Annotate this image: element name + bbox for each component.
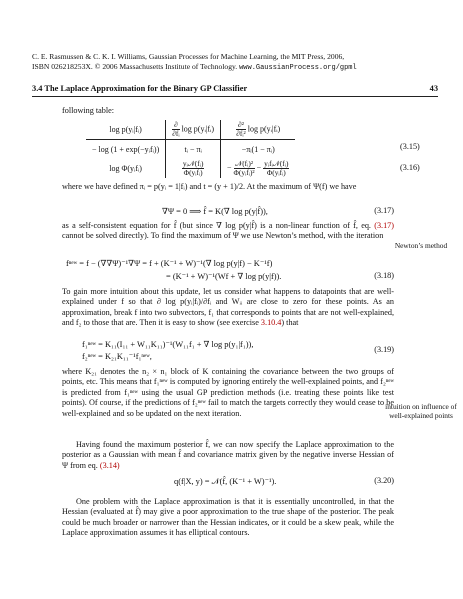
equation-3-18 [62, 258, 422, 284]
copyright-line-2 [32, 62, 442, 74]
equation-number-3-16: (3.16) [400, 163, 420, 172]
derivative-table [86, 120, 295, 178]
running-header [32, 84, 438, 93]
equation-number-3-18: (3.18) [374, 271, 394, 280]
paragraph-posterior: Having found the maximum posterior f̂, we can now specify the Laplace approximation to the posterior as a Gaussian with mean f̂ and covariance matrix given by the negative inverse Hessian of Ψ from eq. (3.14) [62, 440, 394, 470]
margin-note-intuition: intuition on influence of well-explained points [385, 402, 457, 420]
page-number: 43 [429, 84, 438, 93]
table-row-probit [86, 159, 295, 178]
derivative-table-block [86, 120, 426, 178]
logistic-second-derivative: −πᵢ(1 − πᵢ) [221, 140, 296, 160]
paragraph-partition: where K₂₁ denotes the n₂ × n₁ block of K containing the covariance between the two groups of points, etc. This means that f₁ⁿᵉʷ is computed by ignoring entirely the well-explained points, and f₂ⁿᵉʷ is predicted from f₁ⁿᵉʷ using the usual GP prediction methods (i.e. treating these points like test points). Of course, if the predictions of f₂ⁿᵉʷ fail to match the targets correctly they would cease to be well-explained and so be updated on the next iteration. [62, 367, 394, 418]
equation-3-19-line-2: f₂ⁿᵉʷ = K₂₁K₁₁⁻¹f₁ⁿᵉʷ, [82, 352, 152, 361]
equation-3-20-body: q(f|X, y) = 𝒩(f̂, (K⁻¹ + W)⁻¹). [174, 477, 277, 486]
paragraph-maximum: where we have defined πᵢ = p(yᵢ = 1|fᵢ) and t = (y + 1)/2. At the maximum of Ψ(f) we have [62, 182, 357, 191]
paragraph-intuition: To gain more intuition about this update, let us consider what happens to datapoints that are well-explained under f so that ∂ log p(yᵢ|fᵢ)/∂fᵢ and Wᵢᵢ are close to zero for these points. As an approximation, break f into two subvectors, f₁ that corresponds to points that are not well-explained, and f₂ to those that are. Then it is easy to show (see exercise 3.10.4) that [62, 287, 394, 328]
equation-number-3-15: (3.15) [400, 142, 420, 151]
equation-3-17-body: ∇Ψ = 0 ⟹ f̂ = K(∇ log p(y|f̂)), [162, 207, 268, 216]
col2-header: $\frac{\partial}{\text{∂fᵢ}}$ log p(yᵢ|fᵢ) [166, 120, 221, 140]
probit-second-derivative: − $\frac{\text{𝒩(fᵢ)²}}{\text{Φ(yᵢfᵢ)²}}$ − $\frac{\text{yᵢfᵢ𝒩(fᵢ)}}{\text{Φ(yᵢfᵢ)}}$ [221, 159, 296, 178]
margin-note-newton: Newton’s method [394, 241, 448, 250]
copyright-isbn: ISBN 026218253X. © 2006 Massachusetts Institute of Technology. [32, 61, 240, 71]
section-title: 3.4 The Laplace Approximation for the Binary GP Classifier [32, 84, 248, 93]
col3-header: $\frac{\text{∂²}}{\text{∂fᵢ²}}$ log p(yᵢ|fᵢ) [221, 120, 296, 140]
paragraph-newton: as a self-consistent equation for f̂ (but since ∇ log p(y|f̂) is a non-linear function of f̂, eq. (3.17) cannot be solved directly). To find the maximum of Ψ we use Newton’s method, with the iteration [62, 221, 394, 241]
logistic-loglik: − log (1 + exp(−yᵢfᵢ)) [92, 145, 160, 154]
probit-first-derivative: $\frac{\text{yᵢ𝒩(fᵢ)}}{\text{Φ(yᵢfᵢ)}}$ [166, 159, 221, 178]
probit-loglik: log Φ(yᵢfᵢ) [109, 164, 142, 173]
equation-number-3-20: (3.20) [374, 476, 394, 485]
copyright-notice [32, 52, 442, 73]
equation-number-3-19: (3.19) [374, 345, 394, 354]
website-link[interactable]: www.GaussianProcess.org/gpml [239, 63, 357, 72]
table-header-row [86, 120, 295, 140]
col1-header: log p(yᵢ|fᵢ) [86, 120, 166, 140]
table-row-logistic [86, 140, 295, 160]
paragraph-limitations: One problem with the Laplace approximation is that it is essentially uncontrolled, in that the Hessian (evaluated at f̂) may give a poor approximation to the true shape of the posterior. The peak could be much broader or narrower than the Hessian indicates, or it could be a skew peak, while the Laplace approximation assumes it has elliptical contours. [62, 497, 394, 538]
ref-eq-3-17[interactable]: (3.17) [374, 221, 394, 230]
logistic-first-derivative: tᵢ − πᵢ [166, 140, 221, 160]
equation-3-18-line-1: fⁿᵉʷ = f − (∇∇Ψ)⁻¹∇Ψ = f + (K⁻¹ + W)⁻¹(∇ log p(y|f) − K⁻¹f) [66, 259, 273, 268]
equation-3-19-line-1: f₁ⁿᵉʷ = K₁₁(I₁₁ + W₁₁K₁₁)⁻¹(W₁₁f₁ + ∇ log p(y₁|f₁)), [82, 340, 254, 349]
copyright-line-1: C. E. Rasmussen & C. K. I. Williams, Gaussian Processes for Machine Learning, the MIT Press, 2006, [32, 52, 345, 61]
equation-3-19 [62, 339, 422, 365]
header-rule [32, 96, 438, 97]
intro-text: following table: [62, 106, 115, 115]
ref-exercise-3-10-4[interactable]: 3.10.4 [260, 318, 282, 328]
ref-eq-3-14[interactable]: (3.14) [99, 460, 120, 470]
equation-3-18-line-2: = (K⁻¹ + W)⁻¹(Wf + ∇ log p(y|f)). [166, 272, 282, 281]
equation-number-3-17: (3.17) [374, 206, 394, 215]
